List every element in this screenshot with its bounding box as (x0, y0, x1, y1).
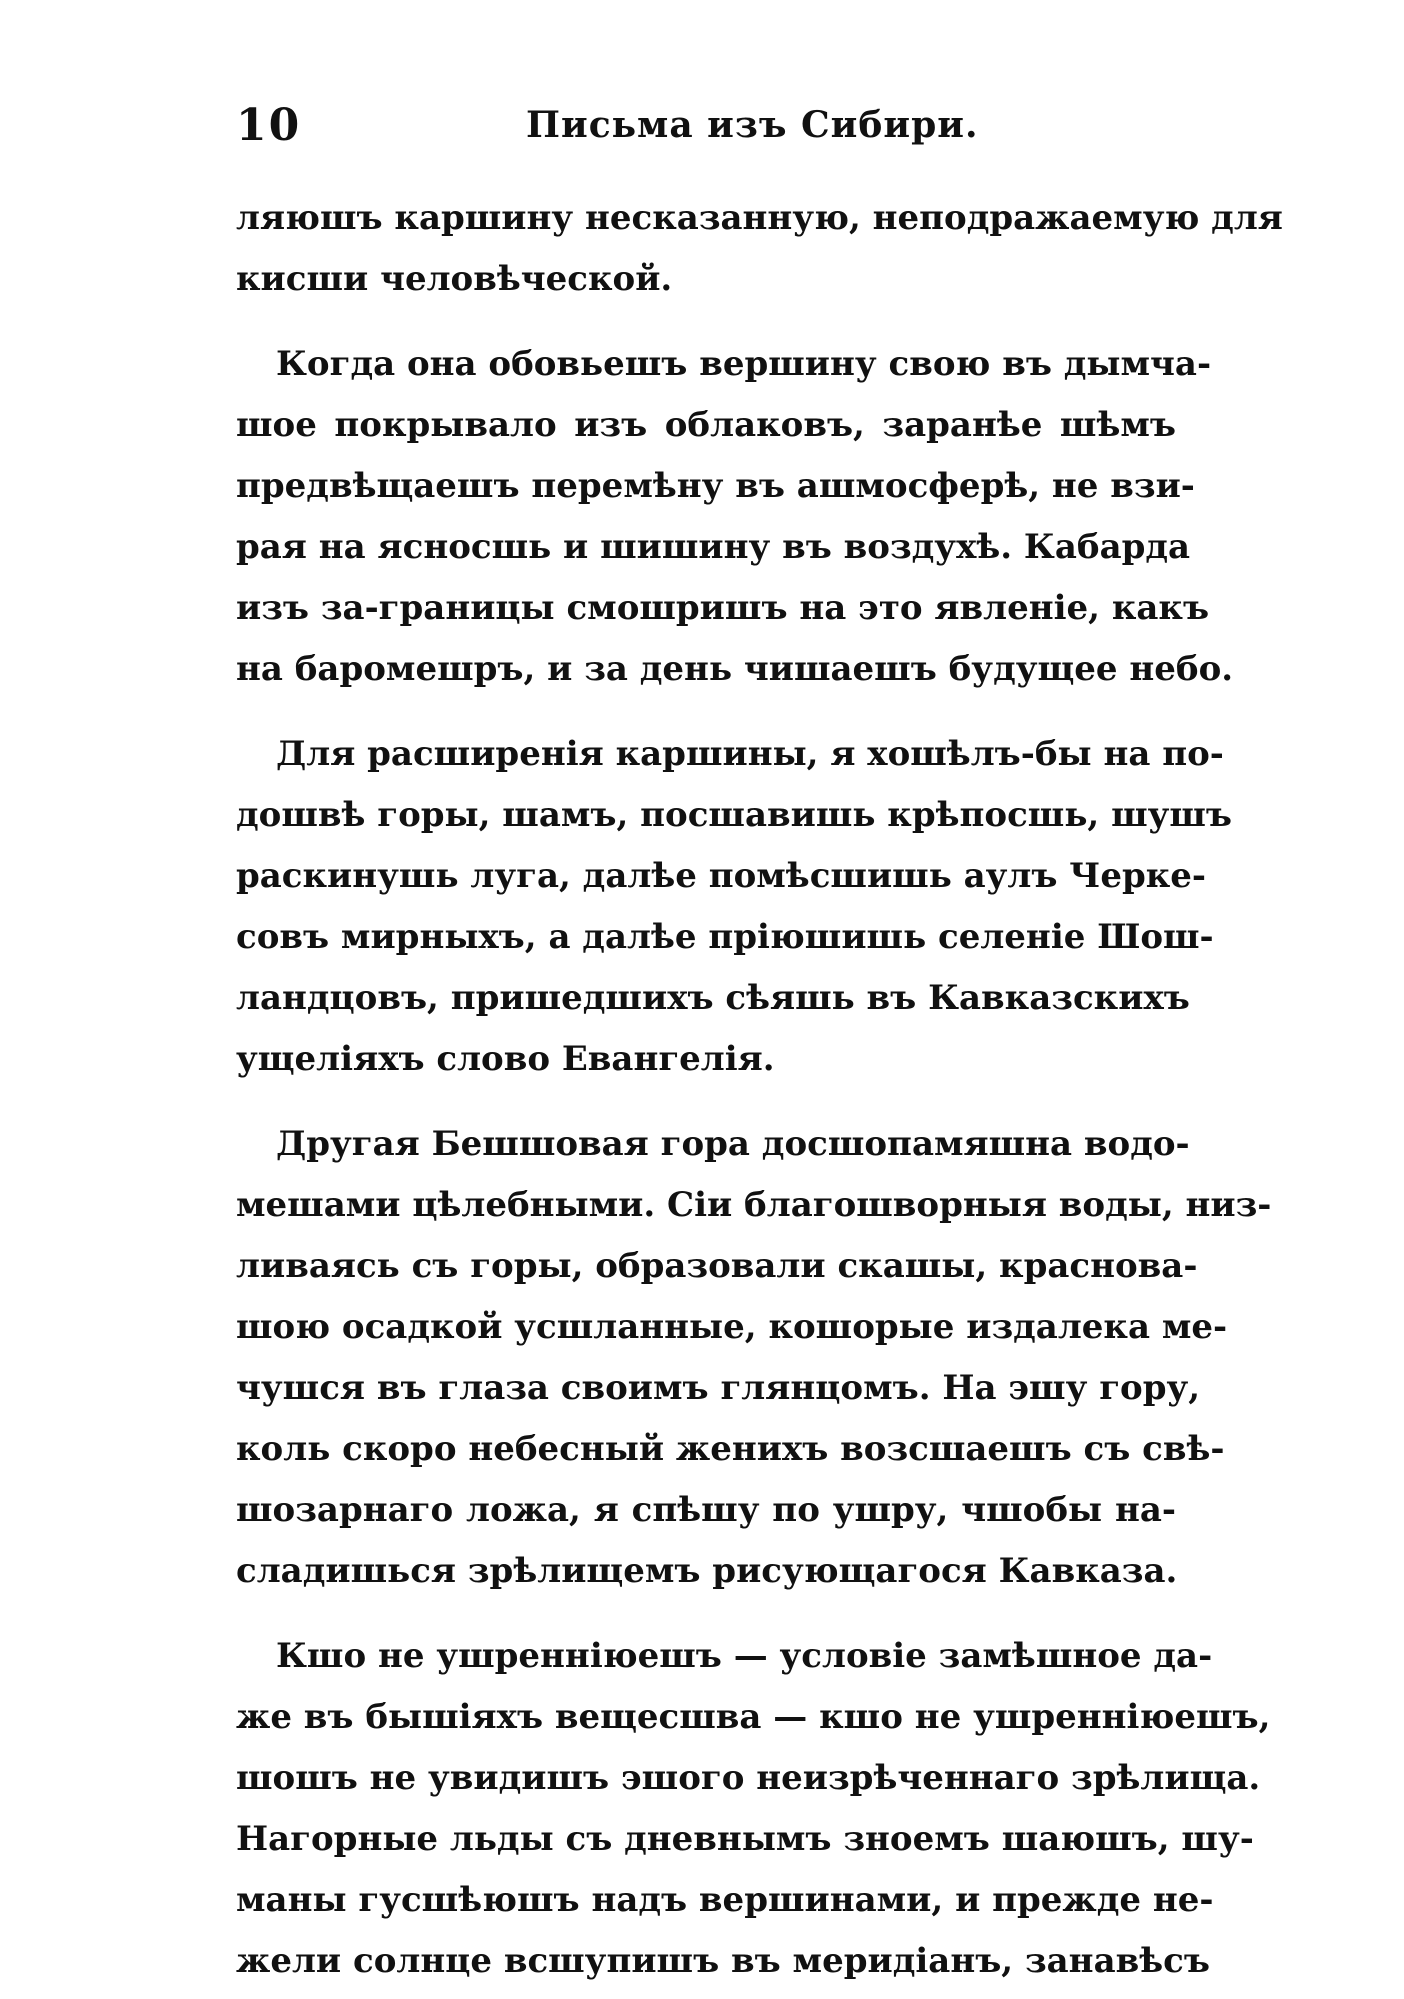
text-line: предвѣщаешъ перемѣну въ ашмосферѣ, не взи- (236, 466, 1195, 506)
text-line: Когда она обовьешъ вершину свою въ дымча- (276, 344, 1212, 384)
text-line: ущеліяхъ слово Евангелія. (236, 1039, 775, 1079)
text-line: совъ мирныхъ, а далѣе пріюшишь селеніе Шош- (236, 917, 1214, 957)
paragraph (236, 724, 1232, 1090)
text-line: рая на ясносшь и шишину въ воздухѣ. Кабарда (236, 527, 1191, 567)
text-line: ляюшъ каршину несказанную, неподражаемую для (236, 198, 1283, 238)
text-line: чушся въ глаза своимъ глянцомъ. На эшу гору, (236, 1368, 1201, 1408)
text-line: шое покрывало изъ облаковъ, заранѣе шѣмъ (236, 405, 1176, 445)
text-line: маны гусшѣюшъ надъ вершинами, и прежде не- (236, 1880, 1214, 1920)
text-line: изъ за-границы смошришъ на это явленіе, какъ (236, 588, 1210, 628)
text-line: на баромешръ, и за день чишаешъ будущее небо. (236, 649, 1234, 689)
text-line: же въ бышіяхъ вещесшва — кшо не ушренніюешъ, (236, 1697, 1271, 1737)
text-line: Другая Бешшовая гора досшопамяшна водо- (276, 1124, 1190, 1164)
text-line: мешами цѣлебными. Сіи благошворныя воды, низ- (236, 1185, 1272, 1225)
text-line: кисши человѣческой. (236, 259, 673, 299)
running-title: Письма изъ Сибири. (526, 104, 979, 146)
paragraph (236, 1114, 1272, 1602)
text-line: Нагорные льды съ дневнымъ зноемъ шаюшъ, шу- (236, 1819, 1254, 1859)
body-text (236, 188, 1283, 1992)
page-number: 10 (236, 100, 302, 151)
text-line: дошвѣ горы, шамъ, посшавишь крѣпосшь, шушъ (236, 795, 1232, 835)
text-line: шою осадкой усшланные, кошорые издалека ме- (236, 1307, 1228, 1347)
text-line: ландцовъ, пришедшихъ сѣяшь въ Кавказскихъ (236, 978, 1190, 1018)
text-line: шозарнаго ложа, я спѣшу по ушру, чшобы на- (236, 1490, 1176, 1530)
page-header (236, 100, 1176, 160)
text-line: сладишься зрѣлищемъ рисующагося Кавказа. (236, 1551, 1178, 1591)
text-line: шошъ не увидишъ эшого неизрѣченнаго зрѣлища. (236, 1758, 1261, 1798)
text-line: раскинушь луга, далѣе помѣсшишь аулъ Черке- (236, 856, 1207, 896)
text-line: Кшо не ушренніюешъ — условіе замѣшное да- (276, 1636, 1213, 1676)
text-line: ливаясь съ горы, образовали скашы, краснова- (236, 1246, 1198, 1286)
paragraph (236, 1626, 1271, 1992)
text-line: коль скоро небесный женихъ возсшаешъ съ свѣ- (236, 1429, 1225, 1469)
text-line: жели солнце всшупишъ въ меридіанъ, занавѣсъ (236, 1941, 1210, 1981)
text-line: Для расширенія каршины, я хошѣлъ-бы на по- (276, 734, 1224, 774)
paragraph (236, 188, 1283, 310)
paragraph (236, 334, 1234, 700)
